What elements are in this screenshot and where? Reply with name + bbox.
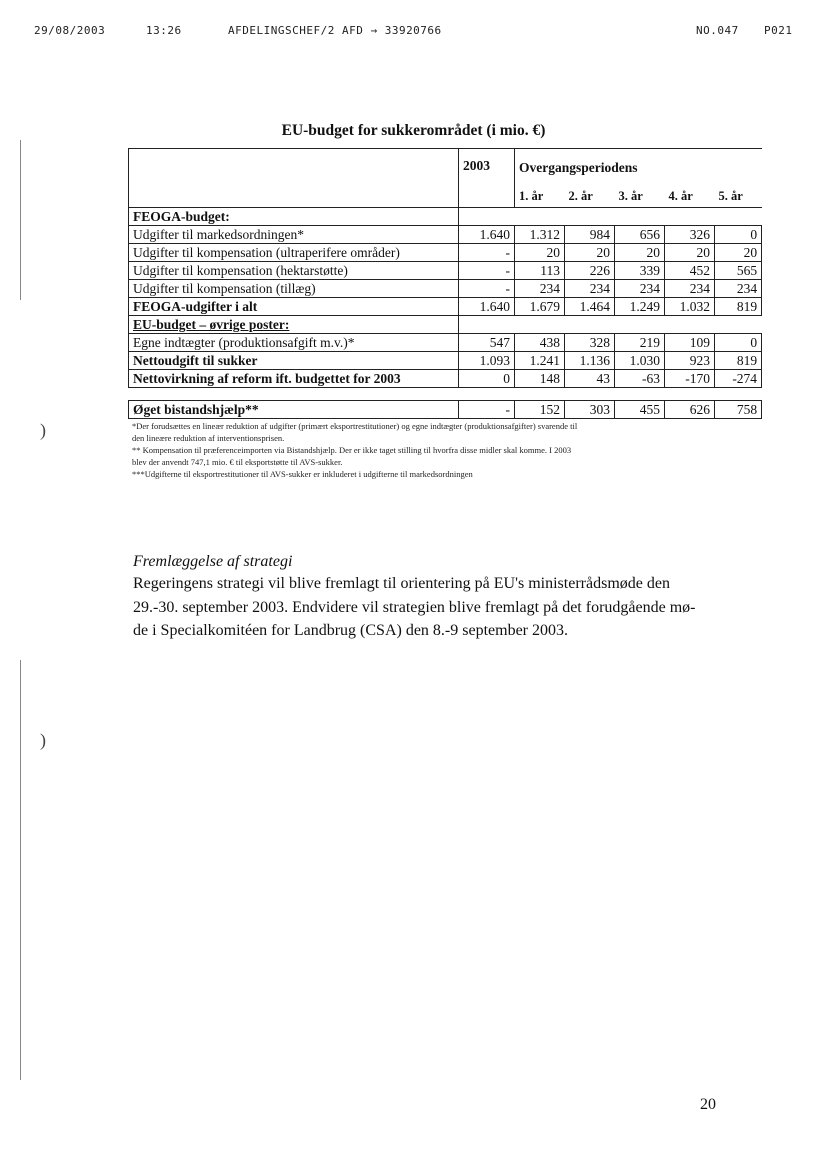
header-year-4: 4. år (668, 188, 693, 203)
table-row (129, 334, 762, 352)
cell-year-4: 326 (665, 226, 715, 244)
table-footnotes (132, 420, 732, 480)
row-label: FEOGA-udgifter i alt (129, 298, 459, 316)
fax-time: 13:26 (146, 24, 182, 37)
cell-year-2: 43 (565, 370, 615, 388)
body-line: Regeringens strategi vil blive fremlagt til orientering på EU's ministerrådsmøde den (133, 575, 670, 592)
cell-year-4: -170 (665, 370, 715, 388)
cell-year-5: -274 (715, 370, 762, 388)
cell-year-5: 819 (715, 298, 762, 316)
cell-year-2: 226 (565, 262, 615, 280)
cell-2003: - (459, 401, 515, 419)
body-line: 29.-30. september 2003. Endvidere vil strategien blive fremlagt på det forudgående mø- (133, 598, 696, 616)
cell-year-3: 1.030 (615, 352, 665, 370)
row-label: Udgifter til kompensation (tillæg) (129, 280, 459, 298)
header-empty-cell (129, 149, 459, 208)
cell-year-1: 234 (515, 280, 565, 298)
fax-date: 29/08/2003 (34, 24, 106, 37)
cell-year-3: -63 (615, 370, 665, 388)
cell-year-3: 234 (615, 280, 665, 298)
cell-year-5: 234 (715, 280, 762, 298)
footnote-line: ** Kompensation til præferenceimporten via Bistandshjælp. Der er ikke taget stilling til hvorfra disse midler skal komme. I 2003 (132, 445, 572, 455)
table-row (129, 298, 762, 316)
table-title: EU-budget for sukkerområdet (i mio. €) (281, 122, 546, 139)
fax-number: NO.047 (696, 24, 739, 37)
cell-year-3: 455 (615, 401, 665, 419)
table-row (129, 401, 762, 419)
cell-year-3: 1.249 (615, 298, 665, 316)
body-line: de i Specialkomitéen for Landbrug (CSA) den 8.-9 september 2003. (133, 622, 568, 639)
table-row (129, 316, 762, 334)
table-row (129, 208, 762, 226)
cell-year-2: 303 (565, 401, 615, 419)
row-empty (459, 208, 762, 226)
cell-year-5: 0 (715, 226, 762, 244)
cell-2003: 1.640 (459, 226, 515, 244)
row-label: Egne indtægter (produktionsafgift m.v.)* (129, 334, 459, 352)
budget-table (128, 148, 762, 419)
table-row (129, 280, 762, 298)
cell-year-4: 20 (665, 244, 715, 262)
row-label: EU-budget – øvrige poster: (129, 316, 459, 334)
fax-header (34, 24, 804, 40)
row-label: Nettoudgift til sukker (129, 352, 459, 370)
cell-year-1: 20 (515, 244, 565, 262)
cell-year-5: 565 (715, 262, 762, 280)
cell-year-1: 1.241 (515, 352, 565, 370)
cell-year-4: 923 (665, 352, 715, 370)
cell-year-4: 109 (665, 334, 715, 352)
table-header-row (129, 149, 762, 186)
row-label: Udgifter til kompensation (ultraperifere områder) (129, 244, 459, 262)
cell-2003: 1.093 (459, 352, 515, 370)
section-body (133, 572, 723, 643)
cell-year-4: 626 (665, 401, 715, 419)
section-heading: Fremlæggelse af strategi (133, 553, 293, 570)
cell-year-5: 819 (715, 352, 762, 370)
scan-margin-line (20, 660, 21, 1080)
table-row (129, 370, 762, 388)
cell-year-3: 219 (615, 334, 665, 352)
header-group: Overgangsperiodens (515, 149, 762, 186)
table-spacer-row (129, 388, 762, 401)
page-number: 20 (700, 1096, 716, 1113)
row-label: Øget bistandshjælp** (129, 401, 459, 419)
cell-year-5: 0 (715, 334, 762, 352)
row-label: Udgifter til markedsordningen* (129, 226, 459, 244)
cell-2003: 1.640 (459, 298, 515, 316)
cell-2003: - (459, 244, 515, 262)
footnote-line: den lineære reduktion af interventionsprisen. (132, 433, 285, 443)
footnote-line: *Der forudsættes en lineær reduktion af udgifter (primært eksportrestitutioner) og egne indtægter (produktionsafgifter) svarende til (132, 421, 578, 431)
cell-year-4: 1.032 (665, 298, 715, 316)
row-label: Udgifter til kompensation (hektarstøtte) (129, 262, 459, 280)
row-label: Nettovirkning af reform ift. budgettet for 2003 (129, 370, 459, 388)
header-year-2: 2. år (568, 188, 593, 203)
cell-year-1: 1.679 (515, 298, 565, 316)
cell-year-5: 758 (715, 401, 762, 419)
header-year-3: 3. år (618, 188, 643, 203)
row-label: FEOGA-budget: (129, 208, 459, 226)
cell-year-2: 234 (565, 280, 615, 298)
cell-year-1: 1.312 (515, 226, 565, 244)
cell-year-2: 1.136 (565, 352, 615, 370)
cell-year-2: 984 (565, 226, 615, 244)
cell-2003: - (459, 262, 515, 280)
table-row (129, 244, 762, 262)
cell-2003: 547 (459, 334, 515, 352)
footnote-line: blev der anvendt 747,1 mio. € til eksportstøtte til AVS-sukker. (132, 457, 343, 467)
scan-margin-mark: ) (40, 420, 46, 440)
cell-year-2: 328 (565, 334, 615, 352)
fax-page: P021 (764, 24, 793, 37)
cell-year-3: 656 (615, 226, 665, 244)
cell-2003: - (459, 280, 515, 298)
table-row (129, 352, 762, 370)
cell-year-1: 113 (515, 262, 565, 280)
header-year-5: 5. år (718, 188, 743, 203)
cell-year-1: 152 (515, 401, 565, 419)
cell-year-2: 1.464 (565, 298, 615, 316)
cell-year-1: 148 (515, 370, 565, 388)
table-row (129, 226, 762, 244)
fax-sender: AFDELINGSCHEF/2 AFD → 33920766 (228, 24, 442, 37)
footnote-line: ***Udgifterne til eksportrestitutioner til AVS-sukker er inkluderet i udgifterne til markedsordningen (132, 469, 473, 479)
cell-year-5: 20 (715, 244, 762, 262)
spacer-cell (129, 388, 762, 401)
cell-year-4: 234 (665, 280, 715, 298)
table-row (129, 262, 762, 280)
scan-margin-mark: ) (40, 730, 46, 750)
cell-2003: 0 (459, 370, 515, 388)
cell-year-4: 452 (665, 262, 715, 280)
cell-year-3: 339 (615, 262, 665, 280)
header-year-1: 1. år (515, 186, 565, 208)
header-year: 2003 (459, 149, 515, 208)
scan-margin-line (20, 140, 21, 300)
cell-year-2: 20 (565, 244, 615, 262)
cell-year-1: 438 (515, 334, 565, 352)
cell-year-3: 20 (615, 244, 665, 262)
row-empty (459, 316, 762, 334)
